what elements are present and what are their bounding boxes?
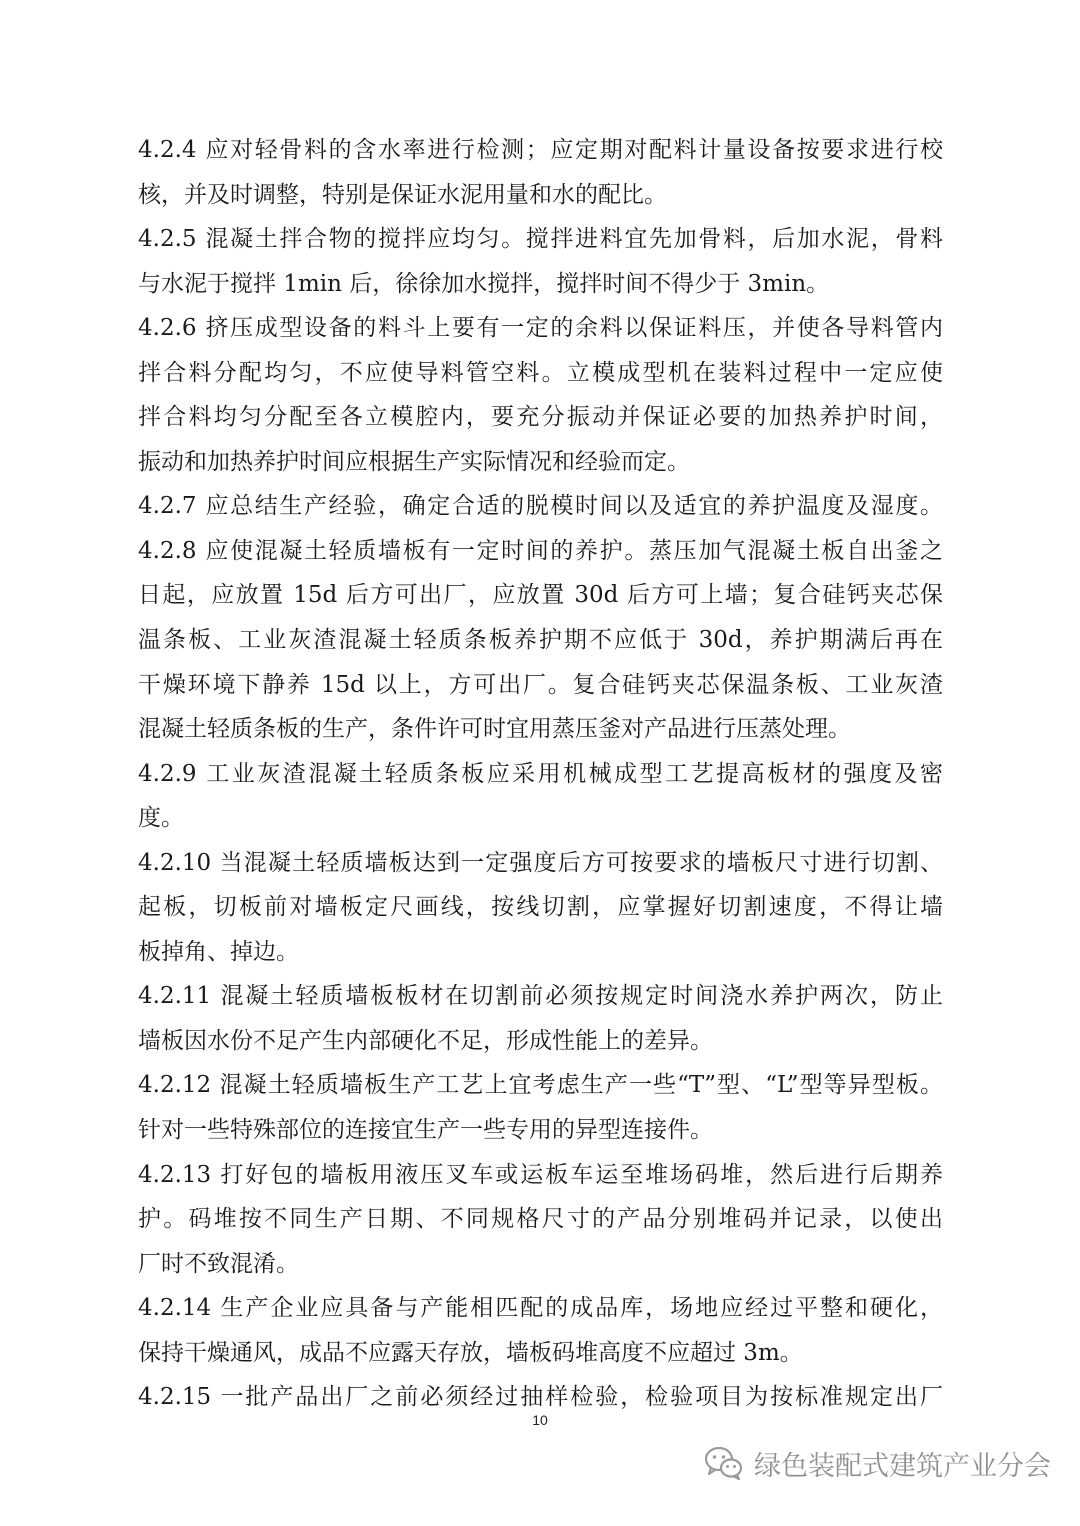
text-line: 4.2.14 生产企业应具备与产能相匹配的成品库，场地应经过平整和硬化， (138, 1295, 943, 1322)
text-line: 起板，切板前对墙板定尺画线，按线切割，应掌握好切割速度，不得让墙 (138, 894, 943, 921)
text-line: 4.2.12 混凝土轻质墙板生产工艺上宜考虑生产一些“T”型、“L”型等异型板。 (138, 1072, 943, 1099)
text-line: 拌合料分配均匀，不应使导料管空料。立模成型机在装料过程中一定应使 (138, 359, 943, 386)
text-line: 振动和加热养护时间应根据生产实际情况和经验而定。 (138, 448, 690, 475)
text-line: 度。 (138, 805, 184, 832)
document-body (138, 128, 943, 1420)
text-line: 4.2.8 应使混凝土轻质墙板有一定时间的养护。蒸压加气混凝土板自出釜之 (138, 537, 943, 564)
text-line: 干燥环境下静养 15d 以上，方可出厂。复合硅钙夹芯保温条板、工业灰渣 (138, 671, 943, 698)
text-line: 核，并及时调整，特别是保证水泥用量和水的配比。 (138, 181, 667, 208)
text-line: 4.2.7 应总结生产经验，确定合适的脱模时间以及适宜的养护温度及湿度。 (138, 493, 943, 520)
text-line: 4.2.10 当混凝土轻质墙板达到一定强度后方可按要求的墙板尺寸进行切割、 (138, 849, 943, 876)
text-line: 4.2.13 打好包的墙板用液压叉车或运板车运至堆场码堆，然后进行后期养 (138, 1161, 943, 1188)
page-number: 10 (532, 1412, 548, 1428)
text-line: 日起，应放置 15d 后方可出厂，应放置 30d 后方可上墙；复合硅钙夹芯保 (138, 582, 943, 609)
text-line: 针对一些特殊部位的连接宜生产一些专用的异型连接件。 (138, 1117, 713, 1144)
text-line: 4.2.4 应对轻骨料的含水率进行检测；应定期对配料计量设备按要求进行校 (138, 137, 943, 163)
text-line: 4.2.11 混凝土轻质墙板板材在切割前必须按规定时间浇水养护两次，防止 (138, 983, 943, 1010)
watermark-text: 绿色装配式建筑产业分会 (754, 1450, 1051, 1482)
text-line: 混凝土轻质条板的生产，条件许可时宜用蒸压釜对产品进行压蒸处理。 (138, 716, 851, 743)
text-line: 板掉角、掉边。 (138, 938, 299, 965)
text-line: 与水泥于搅拌 1min 后，徐徐加水搅拌，搅拌时间不得少于 3min。 (138, 270, 830, 297)
text-line: 保持干燥通风，成品不应露天存放，墙板码堆高度不应超过 3m。 (138, 1339, 803, 1366)
text-line: 墙板因水份不足产生内部硬化不足，形成性能上的差异。 (138, 1027, 713, 1054)
watermark (704, 1438, 1051, 1488)
text-line: 4.2.9 工业灰渣混凝土轻质条板应采用机械成型工艺提高板材的强度及密 (138, 760, 943, 787)
text-line: 厂时不致混淆。 (138, 1250, 299, 1277)
wechat-icon (704, 1445, 744, 1481)
text-line: 4.2.15 一批产品出厂之前必须经过抽样检验，检验项目为按标准规定出厂 (138, 1384, 943, 1411)
text-line: 护。码堆按不同生产日期、不同规格尺寸的产品分别堆码并记录，以使出 (138, 1206, 943, 1233)
text-line: 4.2.5 混凝土拌合物的搅拌应均匀。搅拌进料宜先加骨料，后加水泥，骨料 (138, 226, 943, 253)
text-line: 4.2.6 挤压成型设备的料斗上要有一定的余料以保证料压，并使各导料管内 (138, 315, 943, 342)
text-line: 温条板、工业灰渣混凝土轻质条板养护期不应低于 30d，养护期满后再在 (138, 627, 943, 654)
text-line: 拌合料均匀分配至各立模腔内，要充分振动并保证必要的加热养护时间， (138, 404, 943, 431)
